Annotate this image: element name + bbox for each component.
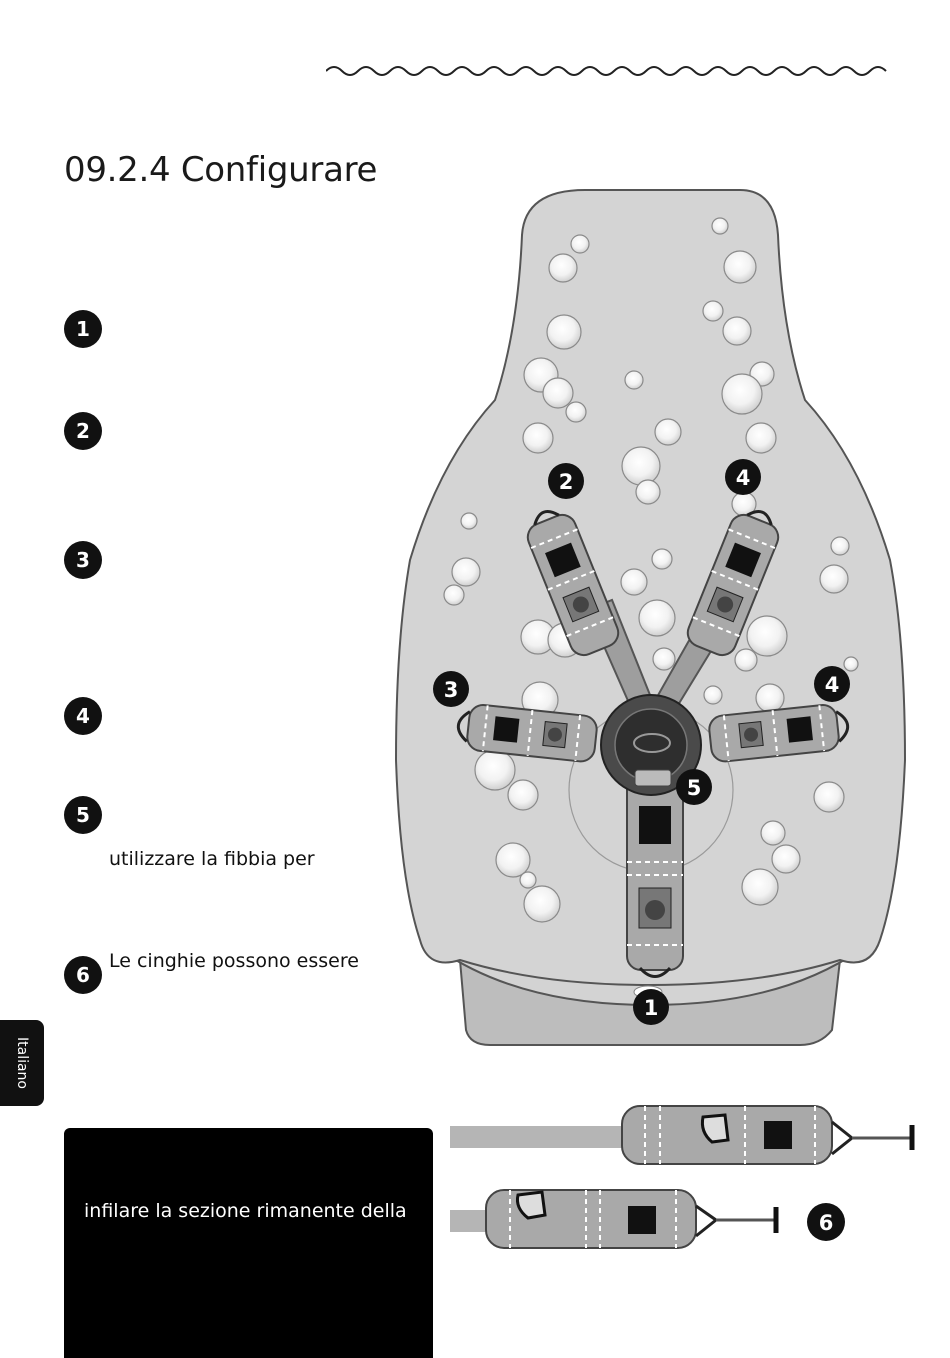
- step-marker-5: 5: [64, 796, 102, 834]
- step-marker-1: 1: [64, 310, 102, 348]
- diagram-label-1: 1: [643, 996, 659, 1020]
- diagram-label-2: 2: [558, 470, 574, 494]
- step-marker-6: 6: [64, 956, 102, 994]
- step5-text: utilizzare la fibbia per: [109, 848, 315, 870]
- step6-text: Le cinghie possono essere: [109, 950, 359, 972]
- step-marker-3: 3: [64, 541, 102, 579]
- note-text: infilare la sezione rimanente della: [84, 1200, 407, 1222]
- diagram-label-4-side: 4: [824, 673, 840, 697]
- diagram-label-5: 5: [686, 776, 702, 800]
- diagram-label-3: 3: [443, 678, 459, 702]
- page-title: 09.2.4 Configurare: [64, 150, 378, 190]
- step-marker-2: 2: [64, 412, 102, 450]
- diagram-label-6: 6: [818, 1211, 834, 1235]
- language-tab-label: Italiano: [14, 1037, 30, 1089]
- diagram-label-4-top: 4: [735, 466, 751, 490]
- step-marker-4: 4: [64, 697, 102, 735]
